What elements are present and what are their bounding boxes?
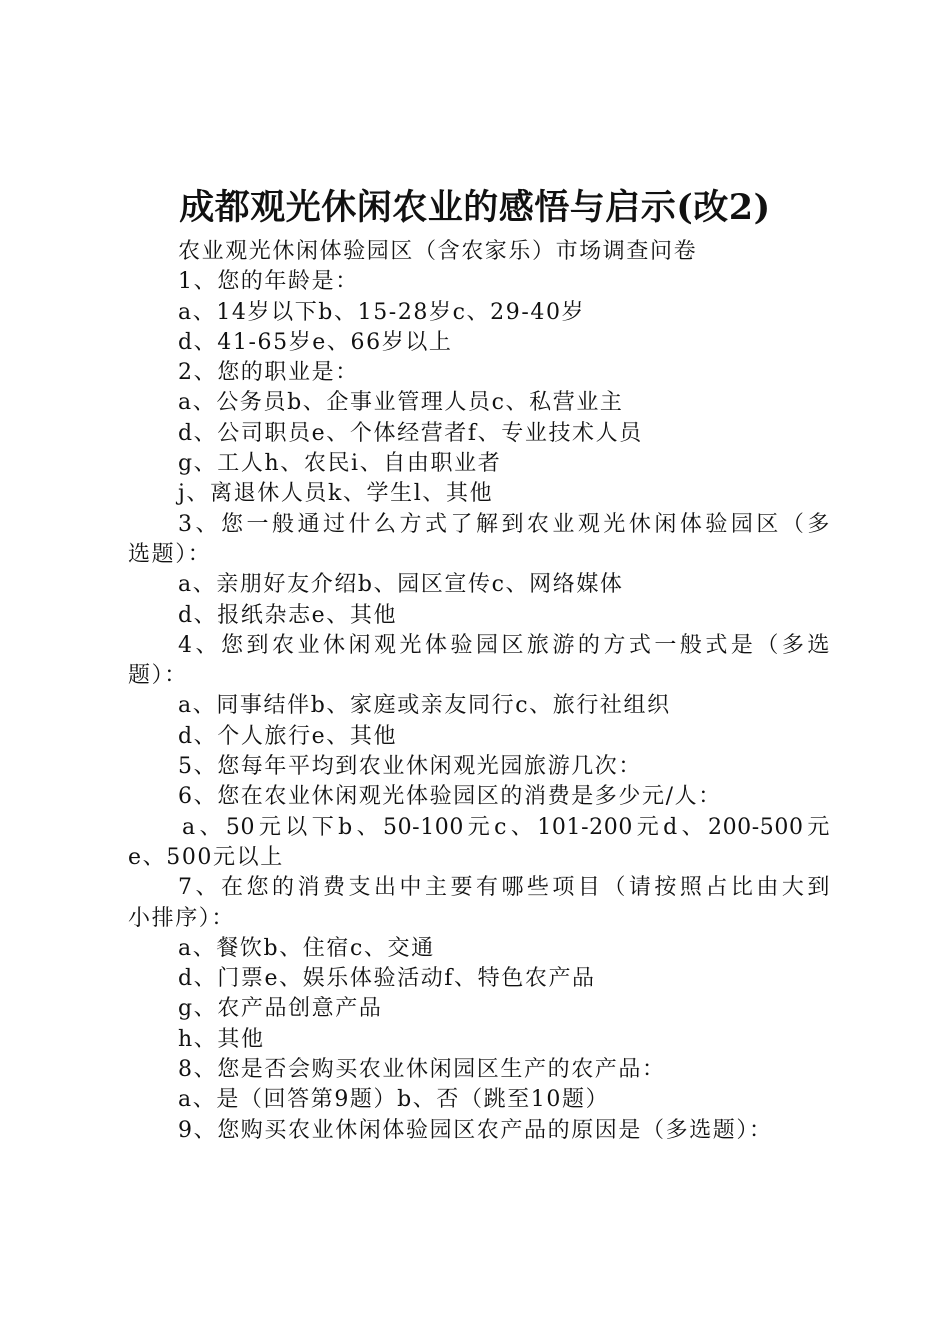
question-7: 7、在您的消费支出中主要有哪些项目（请按照占比由大到: [178, 875, 830, 901]
question-3-continued: 选题）：: [128, 541, 212, 567]
question-3-options-b: d、报纸杂志e、其他: [178, 602, 398, 628]
question-9: 9、您购买农业休闲体验园区农产品的原因是（多选题）：: [178, 1117, 773, 1143]
question-8: 8、您是否会购买农业休闲园区生产的农产品：: [178, 1057, 666, 1083]
question-2-options-a: a、公务员b、企事业管理人员c、私营业主: [178, 390, 624, 416]
question-7-options-c: g、农产品创意产品: [178, 996, 383, 1022]
question-2-options-b: d、公司职员e、个体经营者f、专业技术人员: [178, 420, 643, 446]
question-1: 1、您的年龄是：: [178, 269, 359, 295]
question-6: 6、您在农业休闲观光体验园区的消费是多少元/人：: [178, 784, 722, 810]
question-4-options-b: d、个人旅行e、其他: [178, 723, 398, 749]
survey-title: 农业观光休闲体验园区（含农家乐）市场调查问卷: [178, 239, 698, 264]
question-5: 5、您每年平均到农业休闲观光园旅游几次：: [178, 754, 642, 780]
question-4: 4、您到农业休闲观光体验园区旅游的方式一般式是（多选: [178, 632, 830, 658]
question-2-options-c: g、工人h、农民i、自由职业者: [178, 451, 502, 477]
question-7-options-b: d、门票e、娱乐体验活动f、特色农产品: [178, 966, 596, 992]
question-1-options-b: d、41-65岁e、66岁以上: [178, 329, 453, 355]
question-4-options-a: a、同事结伴b、家庭或亲友同行c、旅行社组织: [178, 693, 671, 719]
question-2-options-d: j、离退休人员k、学生l、其他: [178, 481, 494, 507]
question-1-options-a: a、14岁以下b、15-28岁c、29-40岁: [178, 299, 586, 325]
question-7-options-a: a、餐饮b、住宿c、交通: [178, 935, 435, 961]
document-body: [128, 237, 830, 1146]
question-3-options-a: a、亲朋好友介绍b、园区宣传c、网络媒体: [178, 572, 624, 598]
question-6-options-b: e、500元以上: [128, 844, 284, 870]
question-8-options: a、是（回答第9题）b、否（跳至10题）: [178, 1087, 610, 1113]
question-3: 3、您一般通过什么方式了解到农业观光休闲体验园区（多: [178, 511, 830, 537]
question-2: 2、您的职业是：: [178, 360, 359, 386]
document-title: 成都观光休闲农业的感悟与启示(改2): [179, 187, 771, 228]
question-7-options-d: h、其他: [178, 1026, 265, 1052]
question-4-continued: 题）：: [128, 663, 188, 689]
question-6-options-a: a、50元以下b、50-100元c、101-200元d、200-500元: [182, 814, 830, 840]
question-7-continued: 小排序）：: [128, 905, 236, 931]
